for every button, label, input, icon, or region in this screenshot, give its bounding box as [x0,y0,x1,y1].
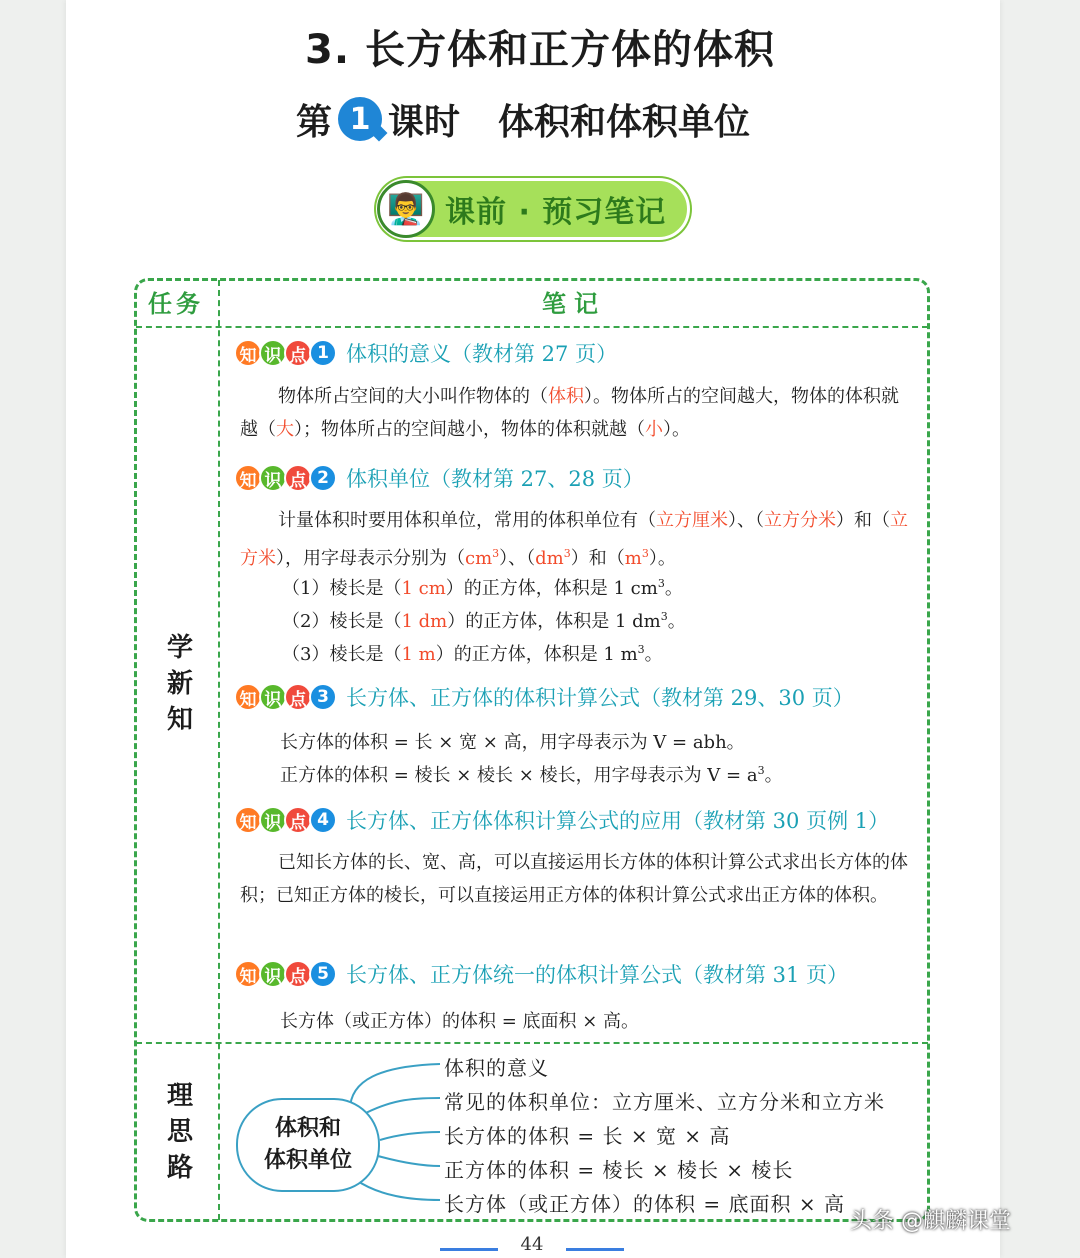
teacher-avatar-icon: 👨‍🏫 [377,180,435,238]
kp-number-badge: 1 [309,339,337,367]
mindmap-branch: 体积的意义 [444,1056,549,1080]
kp-title: 长方体、正方体统一的体积计算公式（教材第 31 页） [346,963,849,987]
kp2-paragraph: 计量体积时要用体积单位，常用的体积单位有（立方厘米）、（立方分米）和（立方米），用字母表示分别为$(cm^3)$、$(dm^3)$和$(m^3)$。 [240,510,908,569]
kp-title: 长方体、正方体体积计算公式的应用（教材第 30 页例 1） [346,809,890,833]
column-header-task: 任务 [148,290,204,318]
kp-title: 体积的意义（教材第 27 页） [346,342,618,366]
kp-number-badge: 3 [309,683,337,711]
knowledge-point-2-heading: 知 识 点 2 体积单位（教材第 27、28 页） [234,462,644,494]
page-number: 44 [520,1234,544,1255]
section-label-review: 理 思 路 [166,1081,193,1183]
kp-number-badge: 4 [309,806,337,834]
lesson-prefix: 第 [296,101,333,143]
kp1-paragraph: 物体所占空间的大小叫作物体的（体积）。物体所占的空间越大，物体的体积就越（大）；物体所占的空间越小，物体的体积就越（小）。 [240,386,899,440]
knowledge-point-5-heading: 知 识 点 5 长方体、正方体统一的体积计算公式（教材第 31 页） [234,958,848,990]
lesson-suffix: 课时 [388,101,461,143]
column-header-notes: 笔记 [542,290,606,318]
kp-number-badge: 2 [309,464,337,492]
mindmap-center: 体积和 体积单位 [236,1098,380,1192]
mindmap-branch: 长方体（或正方体）的体积 = 底面积 × 高 [444,1192,845,1216]
knowledge-point-1-heading: 知 识 点 1 体积的意义（教材第 27 页） [234,337,617,369]
kp5-line: 长方体（或正方体）的体积 = 底面积 × 高。 [280,1011,640,1032]
knowledge-point-4-heading: 知 识 点 4 长方体、正方体体积计算公式的应用（教材第 30 页例 1） [234,804,889,836]
kp2-item-3: （3）棱长是（1 m）的正方体，体积是 1 $m^3$。 [282,643,663,665]
lesson-number-badge: 1 [338,97,382,141]
lesson-topic: 体积和体积单位 [498,101,751,143]
kp-title: 长方体、正方体的体积计算公式（教材第 29、30 页） [346,686,854,710]
kp-number-badge: 5 [309,960,337,988]
kp2-item-2: （2）棱长是（1 dm）的正方体，体积是 1 $dm^3$。 [282,610,686,632]
kp-title: 体积单位（教材第 27、28 页） [346,467,644,491]
kp3-line-2: 正方体的体积 = 棱长 × 棱长 × 棱长，用字母表示为 $V = a^3$。 [280,764,783,786]
page-title: 3. 长方体和正方体的体积 [305,27,775,73]
mindmap-branch: 常见的体积单位：立方厘米、立方分米和立方米 [444,1090,885,1114]
mindmap-branch: 长方体的体积 = 长 × 宽 × 高 [444,1124,731,1148]
kp4-paragraph: 已知长方体的长、宽、高，可以直接运用长方体的体积计算公式求出长方体的体积；已知正方体的棱长，可以直接运用正方体的体积计算公式求出正方体的体积。 [240,852,908,906]
kp2-item-1: （1）棱长是（1 cm）的正方体，体积是 1 $cm^3$。 [282,577,683,599]
kp3-line-1: 长方体的体积 = 长 × 宽 × 高，用字母表示为 V = abh。 [280,732,745,753]
knowledge-point-3-heading: 知 识 点 3 长方体、正方体的体积计算公式（教材第 29、30 页） [234,681,854,713]
watermark: 头条 @麒麟课堂 [850,1209,1011,1234]
section-label-learn: 学 新 知 [166,633,193,735]
banner-text: 课前 · 预习笔记 [445,195,667,230]
mindmap-branch: 正方体的体积 = 棱长 × 棱长 × 棱长 [444,1158,794,1182]
